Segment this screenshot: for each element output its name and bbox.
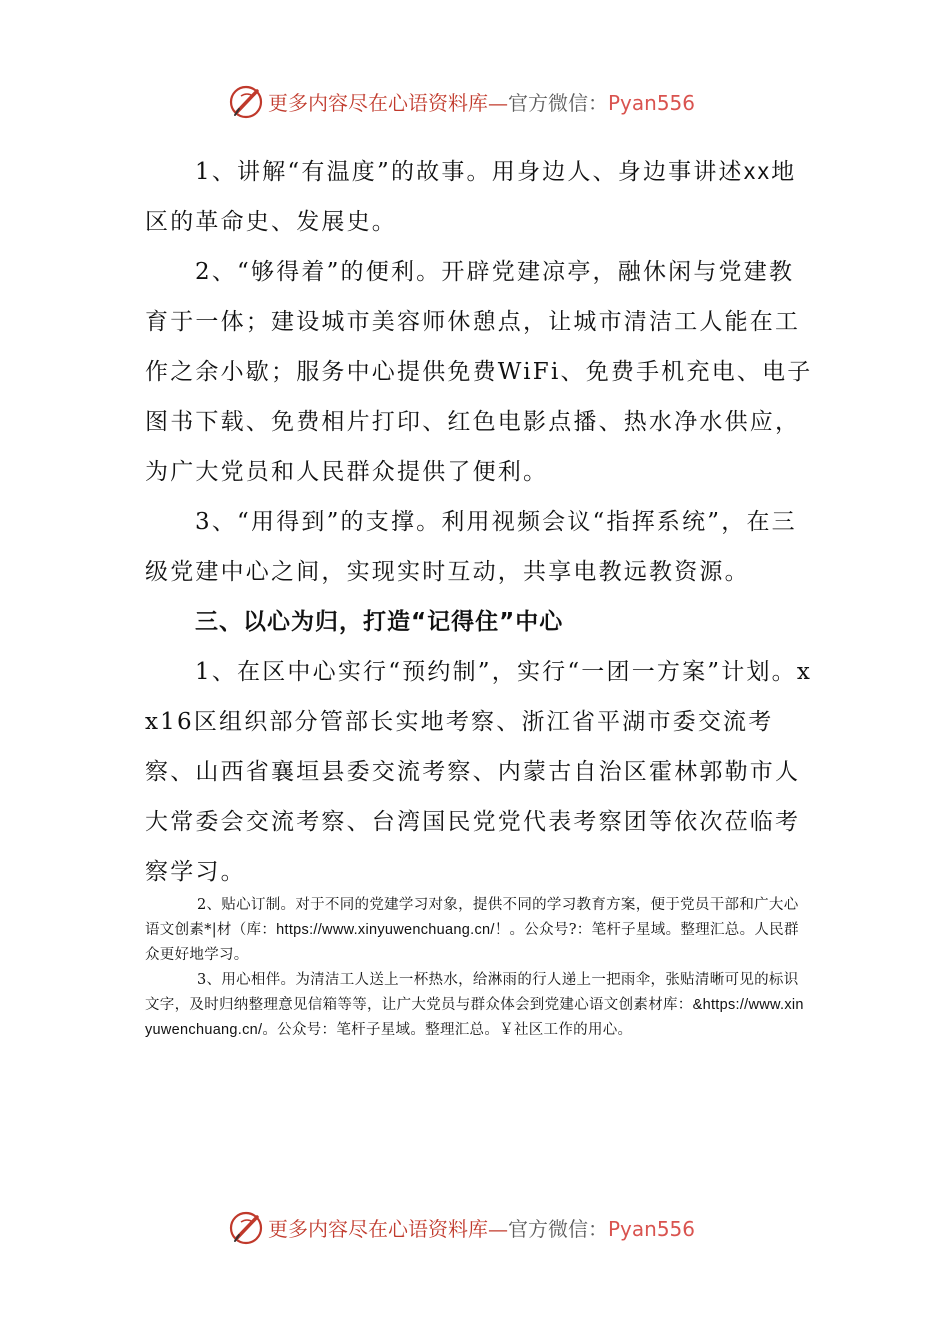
small-paragraph-1-text: 2、贴心订制。对于不同的党建学习对象，提供不同的学习教育方案，便于党员干部和广大心语文创素*|材（库： bbox=[145, 897, 799, 938]
paragraph-4: 1、在区中心实行“预约制”，实行“一团一方案”计划。xx16区组织部分管部长实地考察、浙江省平湖市委交流考察、山西省襄垣县委交流考察、内蒙古自治区霍林郭勒市人大常委会交流考察、台湾国民党党代表考察团等依次莅临考察学习。 bbox=[145, 659, 813, 885]
banner-text bbox=[268, 90, 695, 116]
paragraph-1-rest: 地区的革命史、发展史。 bbox=[145, 159, 797, 235]
banner-wechat-label: 官方微信： bbox=[508, 91, 608, 115]
pen-logo-icon bbox=[227, 82, 267, 122]
main-content bbox=[145, 146, 815, 897]
section-heading: 三、以心为归，打造“记得住”中心 bbox=[195, 609, 564, 635]
banner-wechat-label: 官方微信： bbox=[508, 1217, 608, 1241]
small-paragraph-2-text: 3、用心相伴。为清洁工人送上一杯热水，给淋雨的行人递上一把雨伞，张贴清晰可见的标识文字，及时归纳整理意见信箱等等，让广大党员与群众体会到党建心语文创素材库： bbox=[145, 972, 799, 1013]
small-text-section bbox=[145, 893, 807, 1043]
small-paragraph-2 bbox=[145, 968, 807, 1043]
banner-dash: — bbox=[488, 91, 508, 115]
paragraph-3: 3、“用得到”的支撑。利用视频会议“指挥系统”，在三级党建中心之间，实现实时互动，共享电教远教资源。 bbox=[145, 509, 797, 585]
banner-main-text: 更多内容尽在心语资料库 bbox=[268, 1217, 488, 1241]
banner-wechat-id: Pyan556 bbox=[608, 91, 696, 115]
banner-wechat-id: Pyan556 bbox=[608, 1217, 696, 1241]
footer-banner bbox=[0, 1208, 950, 1252]
paragraph-1 bbox=[145, 146, 815, 247]
small-paragraph-1 bbox=[145, 893, 807, 968]
small-paragraph-2-url: &https://www.xinyuwenchuang.cn/ bbox=[145, 997, 804, 1038]
banner-text bbox=[268, 1216, 695, 1242]
paragraph-1-xx: xx bbox=[743, 158, 772, 184]
banner-main-text: 更多内容尽在心语资料库 bbox=[268, 91, 488, 115]
paragraph-1-text: 1、讲解“有温度”的故事。用身边人、身边事讲述 bbox=[195, 159, 744, 185]
pen-logo-icon bbox=[227, 1208, 267, 1248]
banner-dash: — bbox=[488, 1217, 508, 1241]
small-paragraph-1-url: https://www.xinyuwenchuang.cn/ bbox=[276, 922, 495, 938]
small-paragraph-2-tail: 。公众号：笔杆子星域。整理汇总。￥社区工作的用心。 bbox=[262, 1022, 633, 1038]
paragraph-2: 2、“够得着”的便利。开辟党建凉亭，融休闲与党建教育于一体；建设城市美容师休憩点，让城市清洁工人能在工作之余小歇；服务中心提供免费WiFi、免费手机充电、电子图书下载、免费相片打印、红色电影点播、热水净水供应，为广大党员和人民群众提供了便利。 bbox=[145, 259, 813, 485]
small-paragraph-1-tail: ！。公众号?：笔杆子星域。整理汇总。人民群众更好地学习。 bbox=[145, 922, 799, 963]
header-banner bbox=[0, 82, 950, 126]
